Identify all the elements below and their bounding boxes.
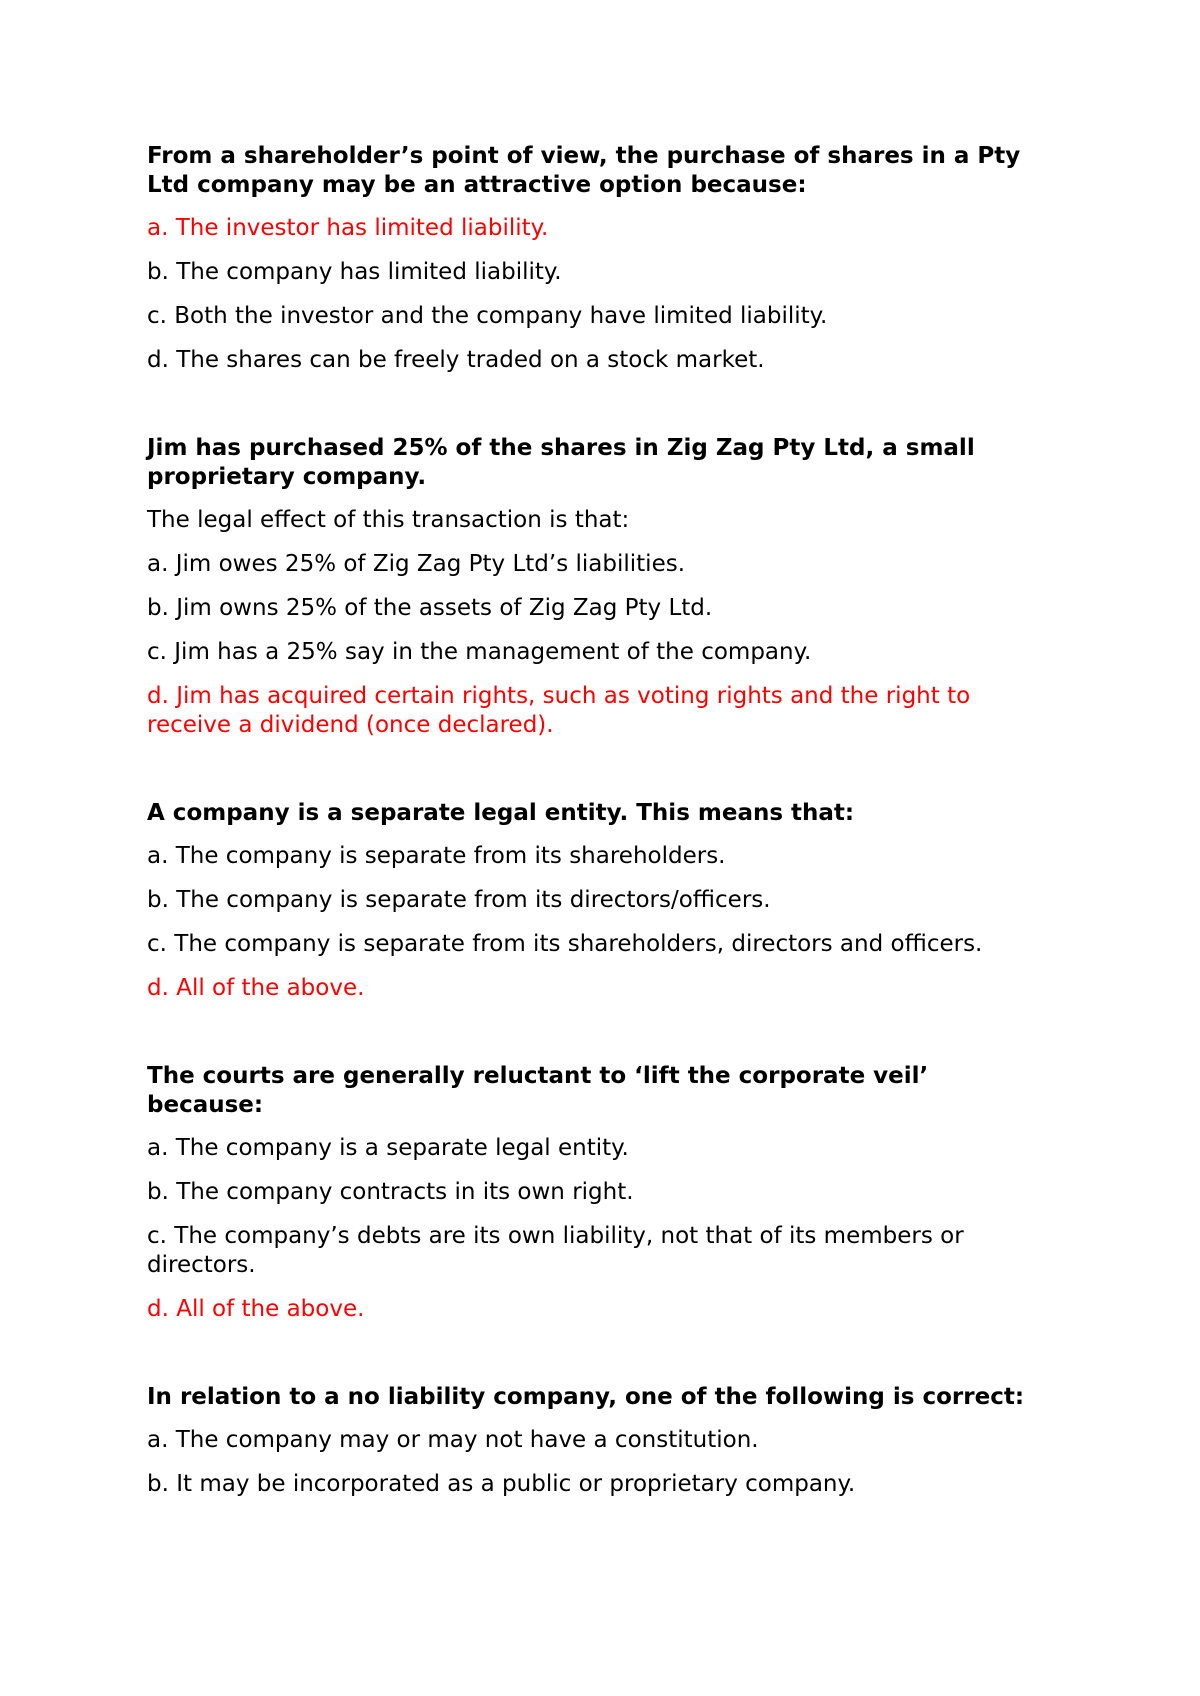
spacer (147, 1018, 1047, 1062)
question-5 (147, 1383, 1047, 1499)
option-b: b. It may be incorporated as a public or proprietary company. (147, 1471, 856, 1497)
spacer (147, 1339, 1047, 1383)
question-stem: The courts are generally reluctant to ‘lift the corporate veil’ because: (147, 1063, 929, 1118)
option-a: a. Jim owes 25% of Zig Zag Pty Ltd’s liabilities. (147, 551, 686, 577)
question-4 (147, 1062, 1047, 1324)
question-stem: From a shareholder’s point of view, the purchase of shares in a Pty Ltd company may be an attractive option because: (147, 143, 1021, 198)
question-3 (147, 799, 1047, 1003)
option-b: b. The company contracts in its own right. (147, 1179, 634, 1205)
question-stem: A company is a separate legal entity. This means that: (147, 800, 855, 826)
option-d: d. Jim has acquired certain rights, such as voting rights and the right to receive a dividend (once declared). (147, 683, 971, 738)
question-1 (147, 142, 1047, 375)
option-c: c. Both the investor and the company have limited liability. (147, 303, 828, 329)
option-a: a. The company is separate from its shareholders. (147, 843, 726, 869)
question-lead: The legal effect of this transaction is that: (147, 507, 630, 533)
spacer (147, 390, 1047, 434)
option-b: b. The company has limited liability. (147, 259, 562, 285)
option-d: d. All of the above. (147, 975, 365, 1001)
option-c: c. Jim has a 25% say in the management of the company. (147, 639, 812, 665)
option-a: a. The company is a separate legal entity. (147, 1135, 629, 1161)
question-stem: In relation to a no liability company, one of the following is correct: (147, 1384, 1025, 1410)
option-b: b. Jim owns 25% of the assets of Zig Zag Pty Ltd. (147, 595, 713, 621)
option-c: c. The company’s debts are its own liability, not that of its members or directors. (147, 1223, 964, 1278)
option-b: b. The company is separate from its directors/officers. (147, 887, 771, 913)
option-c: c. The company is separate from its shareholders, directors and officers. (147, 931, 983, 957)
question-stem: Jim has purchased 25% of the shares in Zig Zag Pty Ltd, a small proprietary company. (147, 435, 975, 490)
option-d: d. The shares can be freely traded on a stock market. (147, 347, 765, 373)
document-page (147, 142, 1047, 1514)
option-d: d. All of the above. (147, 1296, 365, 1322)
option-a: a. The investor has limited liability. (147, 215, 549, 241)
question-2 (147, 434, 1047, 740)
spacer (147, 755, 1047, 799)
option-a: a. The company may or may not have a constitution. (147, 1427, 759, 1453)
